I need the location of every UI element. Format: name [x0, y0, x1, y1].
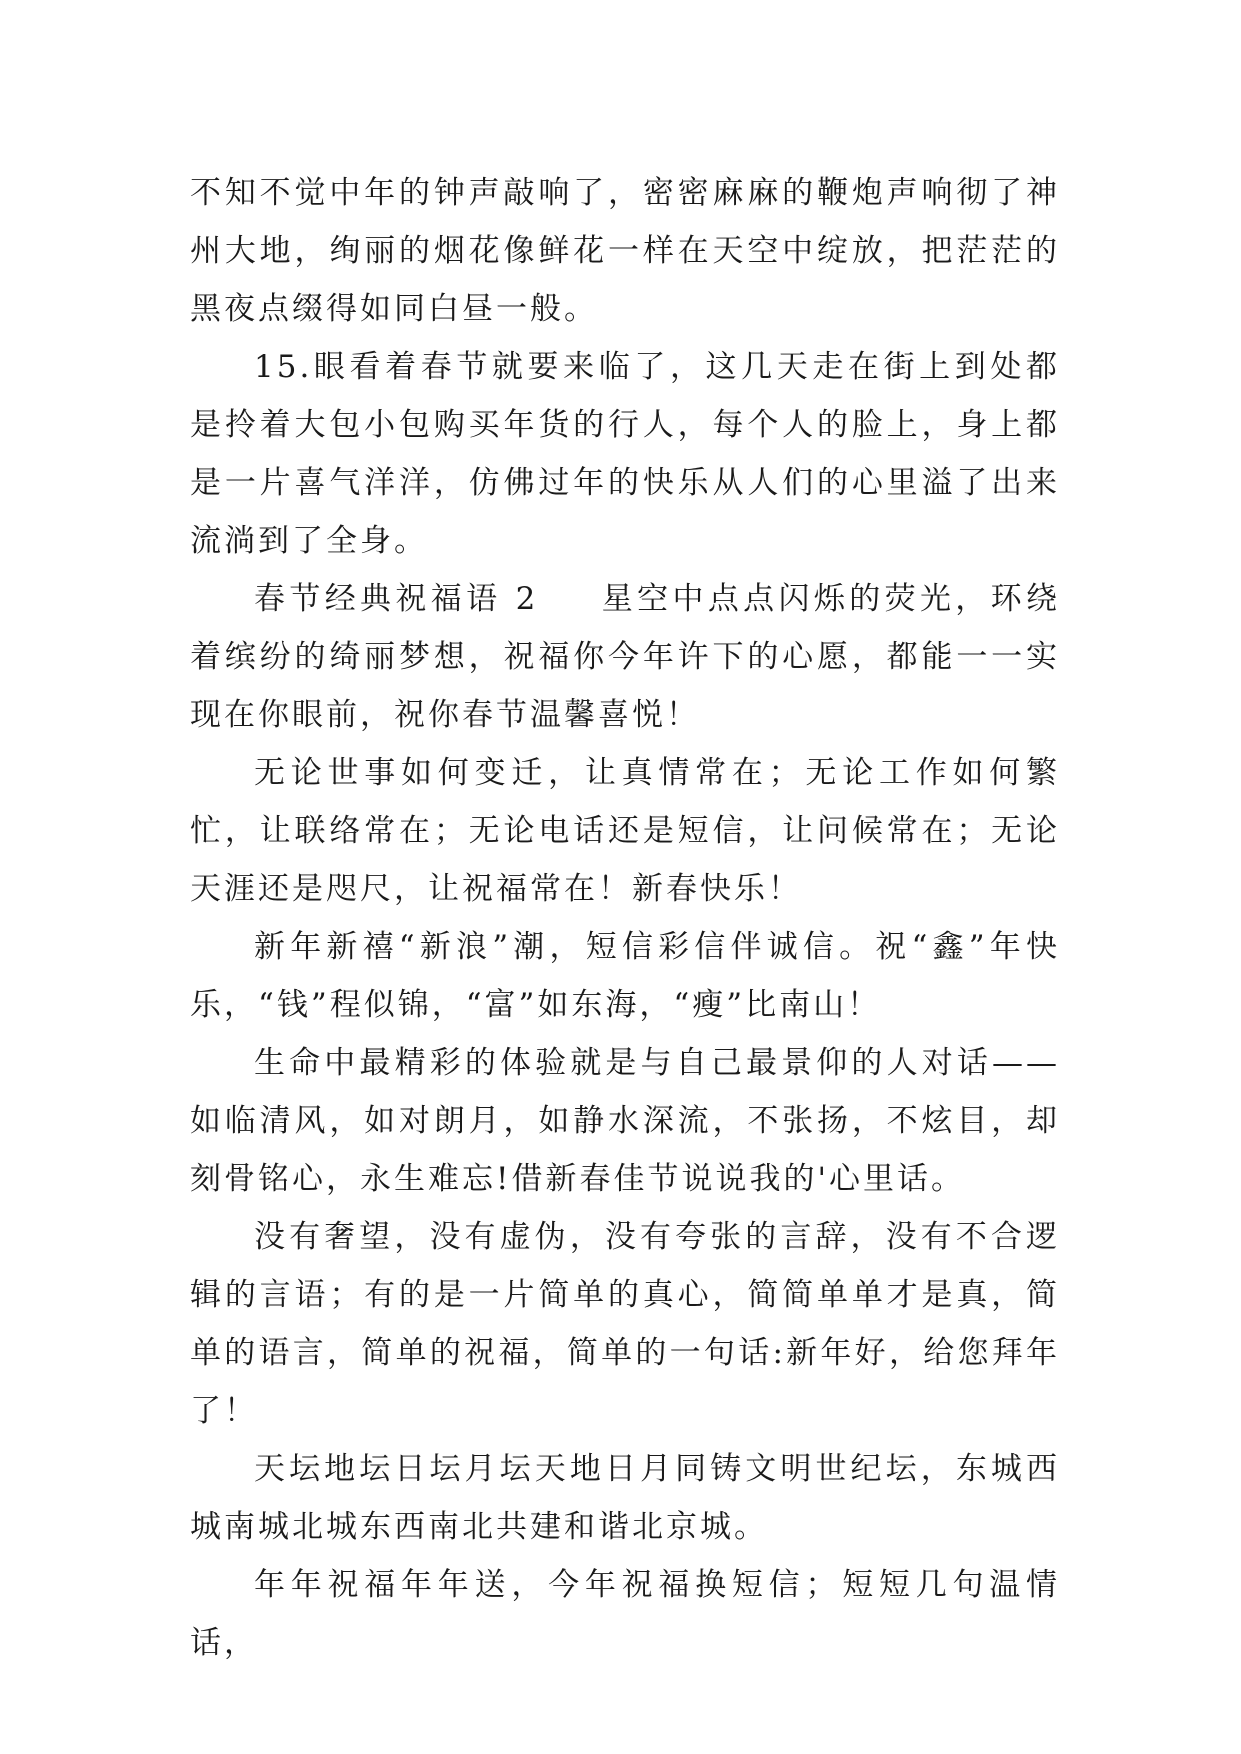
section-heading: 春节经典祝福语 2 [254, 581, 539, 617]
paragraph-2: 15.眼看着春节就要来临了，这几天走在街上到处都是拎着大包小包购买年货的行人，每个人的脸上，身上都是一片喜气洋洋，仿佛过年的快乐从人们的心里溢了出来流淌到了全身。 [190, 349, 1060, 559]
paragraph-7: 没有奢望，没有虚伪，没有夸张的言辞，没有不合逻辑的言语；有的是一片简单的真心，简简单单才是真，简单的语言，简单的祝福，简单的一句话:新年好，给您拜年了！ [190, 1219, 1060, 1429]
paragraph-3-text: 星空中点点闪烁的荧光，环绕着缤纷的绮丽梦想，祝福你今年许下的心愿，都能一一实现在你眼前，祝你春节温馨喜悦！ [190, 581, 1060, 733]
paragraph-3 [190, 570, 1060, 744]
paragraph-6: 生命中最精彩的体验就是与自己最景仰的人对话——如临清风，如对朗月，如静水深流，不张扬，不炫目，却刻骨铭心，永生难忘!借新春佳节说说我的'心里话。 [190, 1045, 1060, 1197]
paragraph-1: 不知不觉中年的钟声敲响了，密密麻麻的鞭炮声响彻了神州大地，绚丽的烟花像鲜花一样在天空中绽放，把茫茫的黑夜点缀得如同白昼一般。 [190, 175, 1060, 327]
paragraph-8: 天坛地坛日坛月坛天地日月同铸文明世纪坛，东城西城南城北城东西南北共建和谐北京城。 [190, 1451, 1060, 1545]
paragraph-9: 年年祝福年年送，今年祝福换短信；短短几句温情话， [190, 1567, 1060, 1661]
paragraph-4: 无论世事如何变迁，让真情常在；无论工作如何繁忙，让联络常在；无论电话还是短信，让问候常在；无论天涯还是咫尺，让祝福常在！新春快乐！ [190, 755, 1060, 907]
document-body [190, 164, 1060, 1672]
paragraph-5: 新年新禧“新浪”潮，短信彩信伴诚信。祝“鑫”年快乐，“钱”程似锦，“富”如东海，“瘦”比南山！ [190, 929, 1060, 1023]
